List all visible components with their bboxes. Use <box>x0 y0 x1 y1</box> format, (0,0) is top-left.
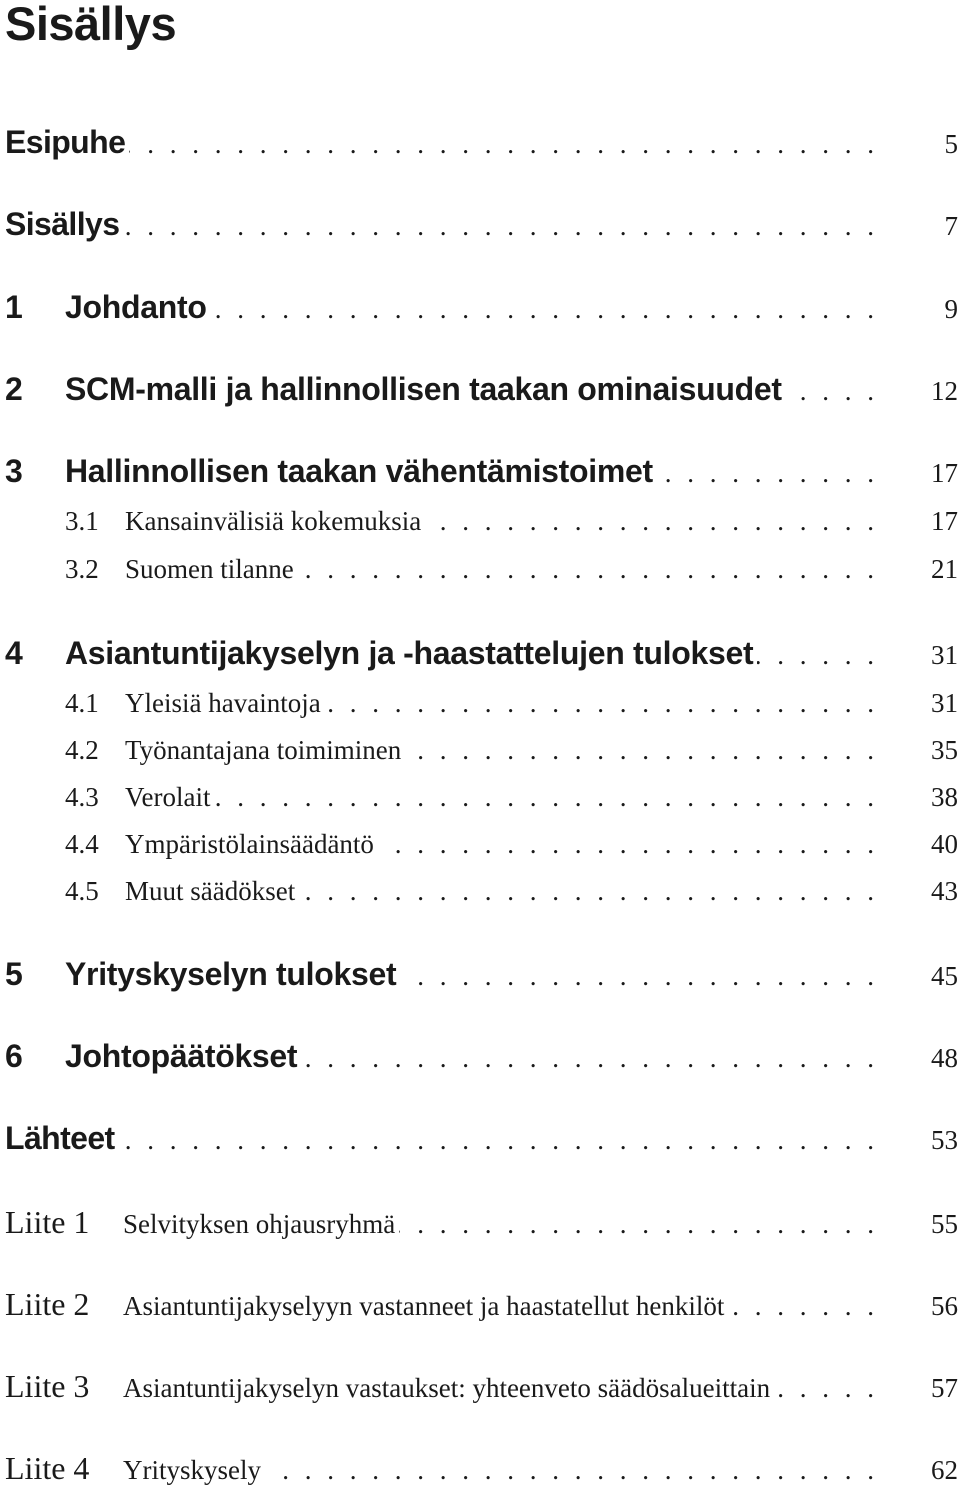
toc-entry-number: Liite 4 <box>5 1450 90 1486</box>
toc-entry-section-4-4[interactable] <box>5 829 958 869</box>
toc-entry-page: 9 <box>944 294 958 324</box>
toc-entry-number: 3.2 <box>65 554 99 584</box>
toc-entry-title: Yrityskysely <box>123 1455 261 1485</box>
toc-entry-page: 31 <box>931 640 958 670</box>
toc-entry-section-4-3[interactable] <box>5 782 958 822</box>
toc-entry-page: 53 <box>931 1125 958 1155</box>
toc-entry-lahteet[interactable] <box>5 1120 958 1160</box>
toc-entry-title: Sisällys <box>5 206 120 242</box>
dot-leader <box>265 1455 874 1486</box>
dot-leader <box>774 1373 874 1404</box>
toc-entry-title: Muut säädökset <box>125 876 296 906</box>
toc-entry-page: 17 <box>931 458 958 488</box>
dot-leader <box>405 735 874 766</box>
toc-entry-title: Ympäristölainsäädäntö <box>125 829 374 859</box>
toc-entry-appendix-4[interactable] <box>5 1450 958 1490</box>
dot-leader <box>378 829 874 860</box>
toc-entry-number: 3.1 <box>65 506 99 536</box>
toc-entry-title: Johdanto <box>65 289 207 325</box>
toc-entry-page: 43 <box>931 876 958 906</box>
toc-entry-title: Asiantuntijakyselyn vastaukset: yhteenveto säädösalueittain <box>123 1373 771 1403</box>
toc-entry-page: 35 <box>931 735 958 765</box>
dot-leader <box>119 1125 874 1156</box>
toc-entry-section-3-2[interactable] <box>5 554 958 594</box>
toc-entry-chapter-1[interactable] <box>5 289 958 329</box>
toc-entry-title: Asiantuntijakyselyn ja -haastattelujen tulokset <box>65 635 754 671</box>
toc-entry-chapter-3[interactable] <box>5 453 958 493</box>
toc-entry-number: 5 <box>5 956 23 992</box>
toc-entry-chapter-5[interactable] <box>5 956 958 996</box>
toc-entry-page: 17 <box>931 506 958 536</box>
dot-leader <box>129 129 874 160</box>
toc-entry-page: 57 <box>931 1373 958 1403</box>
toc-entry-page: 7 <box>944 211 958 241</box>
toc-entry-number: 2 <box>5 371 23 407</box>
toc-entry-appendix-3[interactable] <box>5 1368 958 1408</box>
toc-entry-title: Suomen tilanne <box>125 554 294 584</box>
toc-entry-number: 4.5 <box>65 876 99 906</box>
toc-entry-number: 3 <box>5 453 23 489</box>
toc-entry-number: 4 <box>5 635 23 671</box>
toc-entry-page: 5 <box>944 129 958 159</box>
toc-entry-number: 4.2 <box>65 735 99 765</box>
toc-entry-sisallys[interactable] <box>5 206 958 246</box>
dot-leader <box>211 294 874 325</box>
toc-entry-title: Asiantuntijakyselyyn vastanneet ja haastatellut henkilöt <box>123 1291 725 1321</box>
dot-leader <box>757 640 874 671</box>
dot-leader <box>400 961 874 992</box>
toc-entry-title: Yrityskyselyn tulokset <box>65 956 397 992</box>
toc-entry-number: Liite 1 <box>5 1204 90 1240</box>
toc-entry-number: Liite 3 <box>5 1368 90 1404</box>
dot-leader <box>298 554 874 585</box>
toc-entry-esipuhe[interactable] <box>5 124 958 164</box>
dot-leader <box>214 782 874 813</box>
dot-leader <box>399 1209 874 1240</box>
toc-entry-section-4-2[interactable] <box>5 735 958 775</box>
toc-entry-title: Työnantajana toimiminen <box>125 735 402 765</box>
dot-leader <box>301 1043 874 1074</box>
toc-entry-title: Johtopäätökset <box>65 1038 298 1074</box>
toc-entry-appendix-1[interactable] <box>5 1204 958 1244</box>
dot-leader <box>728 1291 874 1322</box>
toc-entry-chapter-6[interactable] <box>5 1038 958 1078</box>
toc-entry-number: 4.4 <box>65 829 99 859</box>
toc-entry-number: 6 <box>5 1038 23 1074</box>
toc-entry-section-4-1[interactable] <box>5 688 958 728</box>
toc-entry-page: 48 <box>931 1043 958 1073</box>
dot-leader <box>425 506 874 537</box>
toc-entry-page: 45 <box>931 961 958 991</box>
toc-entry-title: Kansainvälisiä kokemuksia <box>125 506 422 536</box>
dot-leader <box>299 876 874 907</box>
toc-entry-title: Lähteet <box>5 1120 115 1156</box>
toc-entry-title: SCM-malli ja hallinnollisen taakan ominaisuudet <box>65 371 782 407</box>
toc-entry-chapter-2[interactable] <box>5 371 958 411</box>
toc-entry-title: Hallinnollisen taakan vähentämistoimet <box>65 453 653 489</box>
page-title: Sisällys <box>5 0 177 50</box>
toc-entry-number: 1 <box>5 289 23 325</box>
toc-entry-title: Esipuhe <box>5 124 126 160</box>
toc-entry-page: 55 <box>931 1209 958 1239</box>
toc-entry-title: Verolait <box>125 782 211 812</box>
toc-entry-title: Selvityksen ohjausryhmä <box>123 1209 396 1239</box>
toc-entry-title: Yleisiä havaintoja <box>125 688 321 718</box>
toc-entry-page: 62 <box>931 1455 958 1485</box>
toc-entry-number: 4.3 <box>65 782 99 812</box>
dot-leader <box>657 458 874 489</box>
toc-entry-page: 31 <box>931 688 958 718</box>
dot-leader <box>786 376 874 407</box>
toc-entry-page: 56 <box>931 1291 958 1321</box>
toc-entry-page: 38 <box>931 782 958 812</box>
toc-entry-appendix-2[interactable] <box>5 1286 958 1326</box>
dot-leader <box>325 688 874 719</box>
toc-entry-section-3-1[interactable] <box>5 506 958 546</box>
toc-entry-page: 40 <box>931 829 958 859</box>
dot-leader <box>123 211 874 242</box>
toc-entry-number: 4.1 <box>65 688 99 718</box>
toc-entry-page: 12 <box>931 376 958 406</box>
toc-entry-chapter-4[interactable] <box>5 635 958 675</box>
toc-entry-number: Liite 2 <box>5 1286 90 1322</box>
toc-entry-section-4-5[interactable] <box>5 876 958 916</box>
toc-entry-page: 21 <box>931 554 958 584</box>
